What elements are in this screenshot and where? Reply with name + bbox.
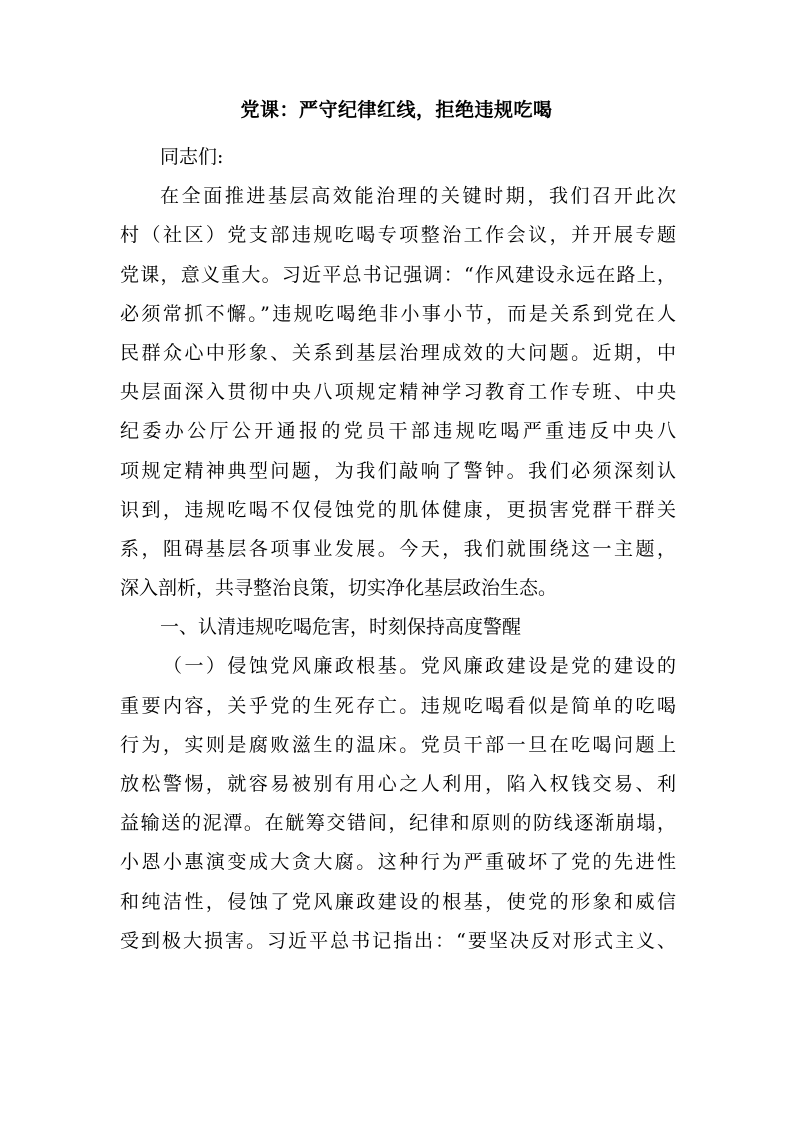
paragraph-line: 村（社区）党支部违规吃喝专项整治工作会议，并开展专题 bbox=[120, 224, 676, 247]
paragraph-line: 小恩小惠演变成大贪大腐。这种行为严重破坏了党的先进性 bbox=[120, 851, 676, 874]
paragraph-line: 项规定精神典型问题，为我们敲响了警钟。我们必须深刻认 bbox=[120, 459, 676, 482]
paragraph-line: 受到极大损害。习近平总书记指出：“要坚决反对形式主义、 bbox=[120, 929, 676, 952]
paragraph-line: 和纯洁性，侵蚀了党风廉政建设的根基，使党的形象和威信 bbox=[120, 890, 676, 913]
paragraph-line: 党课，意义重大。习近平总书记强调：“作风建设永远在路上， bbox=[120, 263, 676, 286]
paragraph-line: 民群众心中形象、关系到基层治理成效的大问题。近期，中 bbox=[120, 341, 676, 364]
paragraph-line: 纪委办公厅公开通报的党员干部违规吃喝严重违反中央八 bbox=[120, 420, 676, 443]
document-body bbox=[120, 138, 676, 961]
paragraph-line: 重要内容，关乎党的生死存亡。违规吃喝看似是简单的吃喝 bbox=[120, 694, 676, 717]
paragraph-line: 系，阻碍基层各项事业发展。今天，我们就围绕这一主题， bbox=[120, 537, 676, 560]
document-title: 党课：严守纪律红线，拒绝违规吃喝 bbox=[240, 99, 553, 121]
subsection-heading: （一）侵蚀党风廉政根基。党风廉政建设是党的建设的 bbox=[163, 655, 676, 678]
paragraph-line: 行为，实则是腐败滋生的温床。党员干部一旦在吃喝问题上 bbox=[120, 733, 676, 756]
paragraph-line: 益输送的泥潭。在觥筹交错间，纪律和原则的防线逐渐崩塌， bbox=[120, 812, 676, 835]
paragraph-line: 深入剖析，共寻整治良策，切实净化基层政治生态。 bbox=[120, 577, 558, 600]
paragraph-line: 必须常抓不懈。”违规吃喝绝非小事小节，而是关系到党在人 bbox=[120, 302, 676, 325]
section-heading: 一、认清违规吃喝危害，时刻保持高度警醒 bbox=[160, 616, 522, 639]
salutation: 同志们: bbox=[160, 146, 224, 168]
paragraph-line: 央层面深入贯彻中央八项规定精神学习教育工作专班、中央 bbox=[120, 381, 676, 404]
paragraph-line: 识到，违规吃喝不仅侵蚀党的肌体健康，更损害党群干群关 bbox=[120, 498, 676, 521]
paragraph-line: 在全面推进基层高效能治理的关键时期，我们召开此次 bbox=[160, 185, 676, 208]
paragraph-line: 放松警惕，就容易被别有用心之人利用，陷入权钱交易、利 bbox=[120, 773, 676, 795]
